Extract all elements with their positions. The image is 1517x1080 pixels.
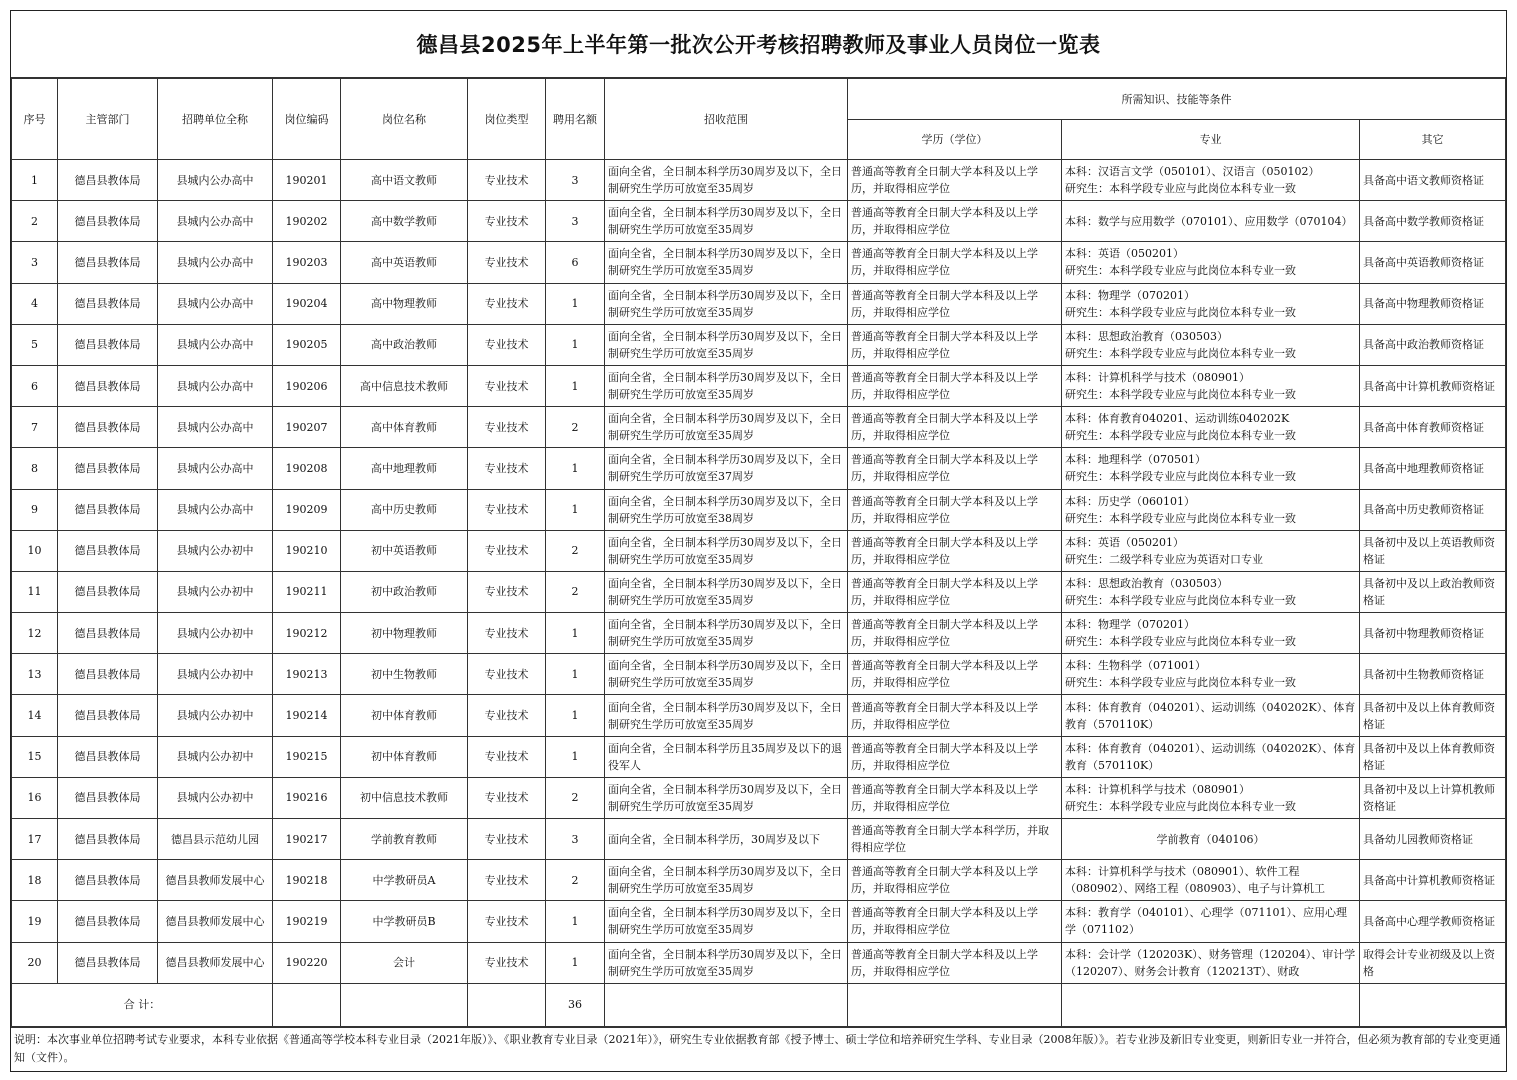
cell-type: 专业技术 (468, 242, 546, 283)
cell-dept: 德昌县教体局 (58, 530, 158, 571)
table-row (12, 324, 1506, 365)
cell-other: 具备高中语文教师资格证 (1360, 160, 1506, 201)
cell-count: 2 (546, 571, 605, 612)
cell-dept: 德昌县教体局 (58, 571, 158, 612)
cell-major: 本科：英语（050201） 研究生：本科学段专业应与此岗位本科专业一致 (1062, 242, 1360, 283)
total-empty-cell (341, 983, 468, 1026)
cell-code: 190203 (273, 242, 341, 283)
cell-seq: 12 (12, 613, 58, 654)
cell-count: 3 (546, 819, 605, 860)
cell-edu: 普通高等教育全日制大学本科及以上学历，并取得相应学位 (848, 448, 1062, 489)
cell-other: 具备高中物理教师资格证 (1360, 283, 1506, 324)
total-count: 36 (546, 983, 605, 1026)
cell-major: 本科：思想政治教育（030503） 研究生：本科学段专业应与此岗位本科专业一致 (1062, 324, 1360, 365)
cell-code: 190211 (273, 571, 341, 612)
cell-major: 本科：教育学（040101）、心理学（071101）、应用心理学（071102） (1062, 901, 1360, 942)
cell-scope: 面向全省，全日制本科学历30周岁及以下，全日制研究生学历可放宽至35周岁 (605, 530, 848, 571)
cell-seq: 9 (12, 489, 58, 530)
cell-code: 190206 (273, 365, 341, 406)
cell-count: 1 (546, 654, 605, 695)
cell-other: 具备初中生物教师资格证 (1360, 654, 1506, 695)
total-empty-cell (273, 983, 341, 1026)
cell-scope: 面向全省，全日制本科学历30周岁及以下，全日制研究生学历可放宽至35周岁 (605, 654, 848, 695)
cell-seq: 19 (12, 901, 58, 942)
cell-type: 专业技术 (468, 777, 546, 818)
cell-dept: 德昌县教体局 (58, 777, 158, 818)
cell-major: 学前教育（040106） (1062, 819, 1360, 860)
cell-unit: 县城内公办初中 (158, 571, 273, 612)
cell-scope: 面向全省，全日制本科学历，30周岁及以下 (605, 819, 848, 860)
cell-scope: 面向全省，全日制本科学历30周岁及以下，全日制研究生学历可放宽至38周岁 (605, 489, 848, 530)
cell-code: 190217 (273, 819, 341, 860)
header-dept: 主管部门 (58, 79, 158, 160)
cell-other: 具备幼儿园教师资格证 (1360, 819, 1506, 860)
cell-unit: 县城内公办初中 (158, 654, 273, 695)
cell-other: 具备高中计算机教师资格证 (1360, 860, 1506, 901)
cell-scope: 面向全省，全日制本科学历30周岁及以下，全日制研究生学历可放宽至35周岁 (605, 571, 848, 612)
cell-name: 高中数学教师 (341, 201, 468, 242)
cell-major: 本科：生物科学（071001） 研究生：本科学段专业应与此岗位本科专业一致 (1062, 654, 1360, 695)
cell-code: 190218 (273, 860, 341, 901)
cell-count: 2 (546, 407, 605, 448)
header-name: 岗位名称 (341, 79, 468, 160)
cell-type: 专业技术 (468, 489, 546, 530)
cell-unit: 县城内公办高中 (158, 283, 273, 324)
table-row (12, 201, 1506, 242)
cell-scope: 面向全省，全日制本科学历30周岁及以下，全日制研究生学历可放宽至35周岁 (605, 942, 848, 983)
cell-seq: 3 (12, 242, 58, 283)
cell-edu: 普通高等教育全日制大学本科及以上学历，并取得相应学位 (848, 283, 1062, 324)
cell-unit: 德昌县示范幼儿园 (158, 819, 273, 860)
cell-name: 高中物理教师 (341, 283, 468, 324)
cell-seq: 14 (12, 695, 58, 736)
cell-other: 具备初中及以上体育教师资格证 (1360, 736, 1506, 777)
cell-edu: 普通高等教育全日制大学本科及以上学历，并取得相应学位 (848, 571, 1062, 612)
cell-seq: 2 (12, 201, 58, 242)
table-row (12, 901, 1506, 942)
cell-seq: 1 (12, 160, 58, 201)
cell-edu: 普通高等教育全日制大学本科及以上学历，并取得相应学位 (848, 324, 1062, 365)
cell-scope: 面向全省，全日制本科学历30周岁及以下，全日制研究生学历可放宽至35周岁 (605, 407, 848, 448)
cell-code: 190207 (273, 407, 341, 448)
cell-unit: 县城内公办初中 (158, 777, 273, 818)
cell-dept: 德昌县教体局 (58, 160, 158, 201)
cell-type: 专业技术 (468, 365, 546, 406)
cell-dept: 德昌县教体局 (58, 736, 158, 777)
cell-unit: 县城内公办高中 (158, 365, 273, 406)
cell-seq: 11 (12, 571, 58, 612)
cell-name: 初中信息技术教师 (341, 777, 468, 818)
table-row (12, 819, 1506, 860)
cell-type: 专业技术 (468, 901, 546, 942)
cell-count: 1 (546, 901, 605, 942)
cell-unit: 德昌县教师发展中心 (158, 901, 273, 942)
cell-scope: 面向全省，全日制本科学历30周岁及以下，全日制研究生学历可放宽至35周岁 (605, 242, 848, 283)
cell-scope: 面向全省，全日制本科学历30周岁及以下，全日制研究生学历可放宽至35周岁 (605, 777, 848, 818)
cell-count: 1 (546, 695, 605, 736)
cell-name: 高中英语教师 (341, 242, 468, 283)
cell-scope: 面向全省，全日制本科学历30周岁及以下，全日制研究生学历可放宽至35周岁 (605, 901, 848, 942)
cell-major: 本科：汉语言文学（050101）、汉语言（050102） 研究生：本科学段专业应与此岗位本科专业一致 (1062, 160, 1360, 201)
total-label: 合 计： (12, 983, 273, 1026)
cell-seq: 8 (12, 448, 58, 489)
table-row (12, 283, 1506, 324)
cell-other: 具备初中及以上计算机教师资格证 (1360, 777, 1506, 818)
cell-code: 190215 (273, 736, 341, 777)
cell-code: 190202 (273, 201, 341, 242)
cell-edu: 普通高等教育全日制大学本科及以上学历，并取得相应学位 (848, 777, 1062, 818)
cell-other: 具备高中计算机教师资格证 (1360, 365, 1506, 406)
cell-scope: 面向全省，全日制本科学历30周岁及以下，全日制研究生学历可放宽至35周岁 (605, 201, 848, 242)
cell-scope: 面向全省，全日制本科学历30周岁及以下，全日制研究生学历可放宽至35周岁 (605, 283, 848, 324)
cell-name: 高中地理教师 (341, 448, 468, 489)
total-empty-cell (848, 983, 1062, 1026)
cell-dept: 德昌县教体局 (58, 942, 158, 983)
header-code: 岗位编码 (273, 79, 341, 160)
cell-seq: 15 (12, 736, 58, 777)
cell-major: 本科：计算机科学与技术（080901）、软件工程（080902）、网络工程（080903）、电子与计算机工 (1062, 860, 1360, 901)
cell-name: 高中政治教师 (341, 324, 468, 365)
cell-type: 专业技术 (468, 942, 546, 983)
cell-major: 本科：会计学（120203K）、财务管理（120204）、审计学（120207）、财务会计教育（120213T）、财政 (1062, 942, 1360, 983)
cell-major: 本科：物理学（070201） 研究生：本科学段专业应与此岗位本科专业一致 (1062, 613, 1360, 654)
cell-name: 中学教研员A (341, 860, 468, 901)
cell-major: 本科：英语（050201） 研究生：二级学科专业应为英语对口专业 (1062, 530, 1360, 571)
cell-code: 190205 (273, 324, 341, 365)
cell-seq: 7 (12, 407, 58, 448)
cell-code: 190210 (273, 530, 341, 571)
cell-scope: 面向全省，全日制本科学历30周岁及以下，全日制研究生学历可放宽至35周岁 (605, 860, 848, 901)
cell-name: 中学教研员B (341, 901, 468, 942)
cell-name: 初中物理教师 (341, 613, 468, 654)
cell-code: 190212 (273, 613, 341, 654)
cell-seq: 20 (12, 942, 58, 983)
cell-unit: 县城内公办初中 (158, 613, 273, 654)
cell-scope: 面向全省，全日制本科学历30周岁及以下，全日制研究生学历可放宽至37周岁 (605, 448, 848, 489)
cell-other: 具备初中物理教师资格证 (1360, 613, 1506, 654)
table-row (12, 571, 1506, 612)
total-empty-cell (605, 983, 848, 1026)
cell-code: 190201 (273, 160, 341, 201)
cell-unit: 德昌县教师发展中心 (158, 942, 273, 983)
cell-name: 会计 (341, 942, 468, 983)
total-empty-cell (1062, 983, 1360, 1026)
cell-other: 具备高中体育教师资格证 (1360, 407, 1506, 448)
cell-unit: 县城内公办高中 (158, 489, 273, 530)
cell-name: 高中历史教师 (341, 489, 468, 530)
cell-major: 本科：计算机科学与技术（080901） 研究生：本科学段专业应与此岗位本科专业一致 (1062, 777, 1360, 818)
cell-count: 3 (546, 160, 605, 201)
table-row (12, 942, 1506, 983)
cell-name: 初中生物教师 (341, 654, 468, 695)
cell-code: 190204 (273, 283, 341, 324)
cell-seq: 10 (12, 530, 58, 571)
cell-dept: 德昌县教体局 (58, 819, 158, 860)
footnote: 说明：本次事业单位招聘考试专业要求，本科专业依据《普通高等学校本科专业目录（2021年版）》、《职业教育专业目录（2021年）》，研究生专业依据教育部《授予博士、硕士学位和培养研究生学科、专业目录（2008年版）》。若专业涉及新旧专业变更，则新旧专业一并符合，但必须为教育部的专业变更通知（文件）。 (11, 1027, 1506, 1071)
cell-count: 1 (546, 613, 605, 654)
cell-unit: 县城内公办高中 (158, 242, 273, 283)
cell-name: 初中英语教师 (341, 530, 468, 571)
cell-count: 2 (546, 777, 605, 818)
cell-seq: 13 (12, 654, 58, 695)
cell-edu: 普通高等教育全日制大学本科及以上学历，并取得相应学位 (848, 860, 1062, 901)
total-empty-cell (468, 983, 546, 1026)
cell-code: 190208 (273, 448, 341, 489)
cell-name: 高中信息技术教师 (341, 365, 468, 406)
header-major: 专业 (1062, 120, 1360, 160)
cell-count: 1 (546, 942, 605, 983)
cell-edu: 普通高等教育全日制大学本科及以上学历，并取得相应学位 (848, 407, 1062, 448)
cell-edu: 普通高等教育全日制大学本科及以上学历，并取得相应学位 (848, 942, 1062, 983)
cell-unit: 德昌县教师发展中心 (158, 860, 273, 901)
cell-type: 专业技术 (468, 324, 546, 365)
page-title: 德昌县2025年上半年第一批次公开考核招聘教师及事业人员岗位一览表 (11, 11, 1506, 78)
cell-count: 2 (546, 530, 605, 571)
cell-type: 专业技术 (468, 654, 546, 695)
table-row (12, 407, 1506, 448)
cell-name: 学前教育教师 (341, 819, 468, 860)
table-row (12, 736, 1506, 777)
cell-edu: 普通高等教育全日制大学本科及以上学历，并取得相应学位 (848, 654, 1062, 695)
cell-other: 具备高中心理学教师资格证 (1360, 901, 1506, 942)
cell-type: 专业技术 (468, 571, 546, 612)
table-row (12, 530, 1506, 571)
cell-type: 专业技术 (468, 160, 546, 201)
cell-code: 190219 (273, 901, 341, 942)
cell-major: 本科：物理学（070201） 研究生：本科学段专业应与此岗位本科专业一致 (1062, 283, 1360, 324)
cell-major: 本科：体育教育（040201）、运动训练（040202K）、体育教育（570110K） (1062, 736, 1360, 777)
cell-scope: 面向全省，全日制本科学历30周岁及以下，全日制研究生学历可放宽至35周岁 (605, 695, 848, 736)
cell-type: 专业技术 (468, 695, 546, 736)
table-row (12, 695, 1506, 736)
document-frame (10, 10, 1507, 1072)
cell-dept: 德昌县教体局 (58, 901, 158, 942)
cell-dept: 德昌县教体局 (58, 407, 158, 448)
cell-name: 初中体育教师 (341, 695, 468, 736)
header-conditions: 所需知识、技能等条件 (848, 79, 1506, 120)
cell-edu: 普通高等教育全日制大学本科及以上学历，并取得相应学位 (848, 736, 1062, 777)
cell-count: 1 (546, 365, 605, 406)
cell-other: 具备高中历史教师资格证 (1360, 489, 1506, 530)
cell-scope: 面向全省，全日制本科学历且35周岁及以下的退役军人 (605, 736, 848, 777)
table-row (12, 160, 1506, 201)
cell-type: 专业技术 (468, 448, 546, 489)
cell-other: 具备初中及以上体育教师资格证 (1360, 695, 1506, 736)
cell-major: 本科：计算机科学与技术（080901） 研究生：本科学段专业应与此岗位本科专业一致 (1062, 365, 1360, 406)
cell-dept: 德昌县教体局 (58, 242, 158, 283)
cell-edu: 普通高等教育全日制大学本科及以上学历，并取得相应学位 (848, 530, 1062, 571)
table-header-row (12, 79, 1506, 120)
cell-code: 190209 (273, 489, 341, 530)
cell-count: 2 (546, 860, 605, 901)
cell-seq: 17 (12, 819, 58, 860)
table-row (12, 489, 1506, 530)
cell-other: 具备高中数学教师资格证 (1360, 201, 1506, 242)
cell-edu: 普通高等教育全日制大学本科及以上学历，并取得相应学位 (848, 160, 1062, 201)
cell-major: 本科：地理科学（070501） 研究生：本科学段专业应与此岗位本科专业一致 (1062, 448, 1360, 489)
cell-edu: 普通高等教育全日制大学本科及以上学历，并取得相应学位 (848, 242, 1062, 283)
cell-type: 专业技术 (468, 407, 546, 448)
cell-edu: 普通高等教育全日制大学本科及以上学历，并取得相应学位 (848, 201, 1062, 242)
cell-code: 190213 (273, 654, 341, 695)
header-type: 岗位类型 (468, 79, 546, 160)
cell-unit: 县城内公办高中 (158, 201, 273, 242)
cell-code: 190220 (273, 942, 341, 983)
cell-type: 专业技术 (468, 201, 546, 242)
cell-unit: 县城内公办高中 (158, 160, 273, 201)
cell-major: 本科：思想政治教育（030503） 研究生：本科学段专业应与此岗位本科专业一致 (1062, 571, 1360, 612)
table-row (12, 777, 1506, 818)
cell-seq: 5 (12, 324, 58, 365)
cell-other: 具备高中英语教师资格证 (1360, 242, 1506, 283)
cell-major: 本科：体育教育（040201）、运动训练（040202K）、体育教育（570110K） (1062, 695, 1360, 736)
cell-seq: 6 (12, 365, 58, 406)
cell-dept: 德昌县教体局 (58, 695, 158, 736)
cell-code: 190214 (273, 695, 341, 736)
cell-seq: 18 (12, 860, 58, 901)
cell-scope: 面向全省，全日制本科学历30周岁及以下，全日制研究生学历可放宽至35周岁 (605, 365, 848, 406)
table-row (12, 860, 1506, 901)
cell-dept: 德昌县教体局 (58, 654, 158, 695)
cell-name: 高中语文教师 (341, 160, 468, 201)
cell-unit: 县城内公办高中 (158, 448, 273, 489)
cell-dept: 德昌县教体局 (58, 201, 158, 242)
cell-dept: 德昌县教体局 (58, 489, 158, 530)
cell-edu: 普通高等教育全日制大学本科及以上学历，并取得相应学位 (848, 901, 1062, 942)
cell-type: 专业技术 (468, 860, 546, 901)
cell-count: 1 (546, 489, 605, 530)
cell-other: 具备初中及以上政治教师资格证 (1360, 571, 1506, 612)
table-row (12, 448, 1506, 489)
table-row (12, 242, 1506, 283)
cell-other: 具备高中政治教师资格证 (1360, 324, 1506, 365)
cell-unit: 县城内公办初中 (158, 695, 273, 736)
cell-name: 高中体育教师 (341, 407, 468, 448)
cell-type: 专业技术 (468, 736, 546, 777)
header-edu: 学历（学位） (848, 120, 1062, 160)
cell-count: 1 (546, 736, 605, 777)
cell-edu: 普通高等教育全日制大学本科及以上学历，并取得相应学位 (848, 365, 1062, 406)
cell-type: 专业技术 (468, 530, 546, 571)
cell-dept: 德昌县教体局 (58, 860, 158, 901)
total-row (12, 983, 1506, 1026)
cell-scope: 面向全省，全日制本科学历30周岁及以下，全日制研究生学历可放宽至35周岁 (605, 324, 848, 365)
cell-edu: 普通高等教育全日制大学本科及以上学历，并取得相应学位 (848, 695, 1062, 736)
cell-major: 本科：体育教育040201、运动训练040202K 研究生：本科学段专业应与此岗位本科专业一致 (1062, 407, 1360, 448)
header-scope: 招收范围 (605, 79, 848, 160)
cell-type: 专业技术 (468, 819, 546, 860)
cell-dept: 德昌县教体局 (58, 365, 158, 406)
table-row (12, 365, 1506, 406)
cell-name: 初中政治教师 (341, 571, 468, 612)
cell-unit: 县城内公办初中 (158, 736, 273, 777)
cell-count: 1 (546, 324, 605, 365)
cell-unit: 县城内公办高中 (158, 324, 273, 365)
table-row (12, 654, 1506, 695)
positions-table (11, 78, 1506, 1027)
cell-unit: 县城内公办初中 (158, 530, 273, 571)
cell-count: 6 (546, 242, 605, 283)
cell-seq: 4 (12, 283, 58, 324)
cell-type: 专业技术 (468, 613, 546, 654)
cell-count: 1 (546, 448, 605, 489)
header-other: 其它 (1360, 120, 1506, 160)
cell-dept: 德昌县教体局 (58, 448, 158, 489)
cell-edu: 普通高等教育全日制大学本科学历，并取得相应学位 (848, 819, 1062, 860)
cell-type: 专业技术 (468, 283, 546, 324)
header-count: 聘用名额 (546, 79, 605, 160)
table-row (12, 613, 1506, 654)
cell-scope: 面向全省，全日制本科学历30周岁及以下，全日制研究生学历可放宽至35周岁 (605, 613, 848, 654)
cell-dept: 德昌县教体局 (58, 613, 158, 654)
cell-name: 初中体育教师 (341, 736, 468, 777)
cell-major: 本科：数学与应用数学（070101）、应用数学（070104） (1062, 201, 1360, 242)
cell-code: 190216 (273, 777, 341, 818)
cell-edu: 普通高等教育全日制大学本科及以上学历，并取得相应学位 (848, 613, 1062, 654)
cell-dept: 德昌县教体局 (58, 324, 158, 365)
cell-count: 1 (546, 283, 605, 324)
cell-count: 3 (546, 201, 605, 242)
cell-major: 本科：历史学（060101） 研究生：本科学段专业应与此岗位本科专业一致 (1062, 489, 1360, 530)
cell-other: 具备高中地理教师资格证 (1360, 448, 1506, 489)
header-unit: 招聘单位全称 (158, 79, 273, 160)
cell-other: 取得会计专业初级及以上资格 (1360, 942, 1506, 983)
total-empty-cell (1360, 983, 1506, 1026)
cell-other: 具备初中及以上英语教师资格证 (1360, 530, 1506, 571)
cell-seq: 16 (12, 777, 58, 818)
cell-dept: 德昌县教体局 (58, 283, 158, 324)
cell-unit: 县城内公办高中 (158, 407, 273, 448)
cell-edu: 普通高等教育全日制大学本科及以上学历，并取得相应学位 (848, 489, 1062, 530)
header-seq: 序号 (12, 79, 58, 160)
cell-scope: 面向全省，全日制本科学历30周岁及以下，全日制研究生学历可放宽至35周岁 (605, 160, 848, 201)
